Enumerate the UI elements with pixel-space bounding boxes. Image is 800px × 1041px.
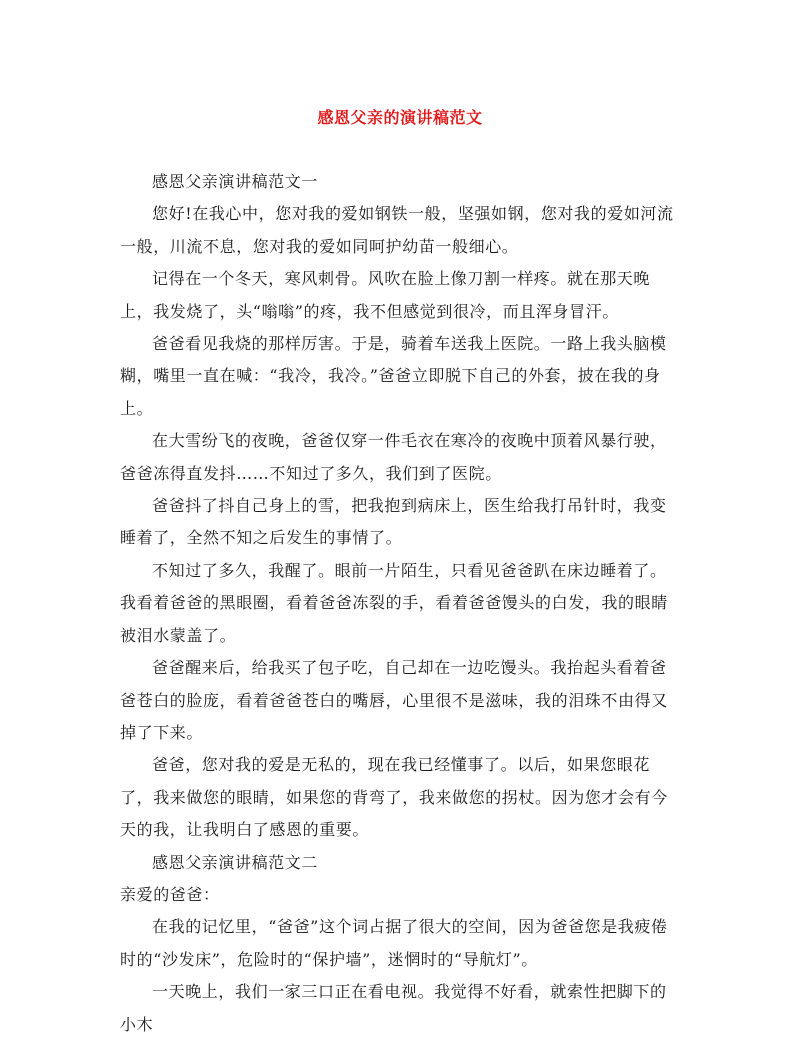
paragraph: 一天晚上，我们一家三口正在看电视。我觉得不好看，就索性把脚下的小木 xyxy=(120,982,667,1034)
paragraph: 爸爸，您对我的爱是无私的，现在我已经懂事了。以后，如果您眼花了，我来做您的眼睛，如果您的背弯了，我来做您的拐杖。因为您才会有今天的我，让我明白了感恩的重要。 xyxy=(120,755,668,840)
section-heading: 感恩父亲演讲稿范文一 xyxy=(152,172,319,191)
document-title: 感恩父亲的演讲稿范文 xyxy=(317,108,483,127)
salutation: 亲爱的爸爸： xyxy=(120,884,220,904)
paragraph: 不知过了多久，我醒了。眼前一片陌生，只看见爸爸趴在床边睡着了。我看着爸爸的黑眼圈，看着爸爸冻裂的手，看着爸爸馒头的白发，我的眼睛被泪水蒙盖了。 xyxy=(120,560,668,645)
section-heading: 感恩父亲演讲稿范文二 xyxy=(152,852,319,872)
paragraph: 您好!在我心中，您对我的爱如钢铁一般，坚强如钢，您对我的爱如河流一般，川流不息，您对我的爱如同呵护幼苗一般细心。 xyxy=(120,204,674,256)
paragraph: 记得在一个冬天，寒风刺骨。风吹在脸上像刀割一样疼。就在那天晚上，我发烧了，头“嗡嗡”的疼，我不但感觉到很冷，而且浑身冒汗。 xyxy=(120,269,651,321)
paragraph: 在大雪纷飞的夜晚，爸爸仅穿一件毛衣在寒冷的夜晚中顶着风暴行驶，爸爸冻得直发抖……不知过了多久，我们到了医院。 xyxy=(120,431,667,483)
document-body xyxy=(120,166,676,1041)
paragraph: 在我的记忆里，“爸爸”这个词占据了很大的空间，因为爸爸您是我疲倦时的“沙发床”，危险时的“保护墙”，迷惘时的“导航灯”。 xyxy=(120,917,668,969)
paragraph: 爸爸醒来后，给我买了包子吃，自己却在一边吃馒头。我抬起头看着爸爸苍白的脸庞，看着爸爸苍白的嘴唇，心里很不是滋味，我的泪珠不由得又掉了下来。 xyxy=(120,658,668,742)
paragraph: 爸爸看见我烧的那样厉害。于是，骑着车送我上医院。一路上我头脑模糊，嘴里一直在喊：“我冷，我冷。”爸爸立即脱下自己的外套，披在我的身上。 xyxy=(120,334,667,418)
paragraph: 爸爸抖了抖自己身上的雪，把我抱到病床上，医生给我打吊针时，我变睡着了，全然不知之后发生的事情了。 xyxy=(120,496,667,548)
